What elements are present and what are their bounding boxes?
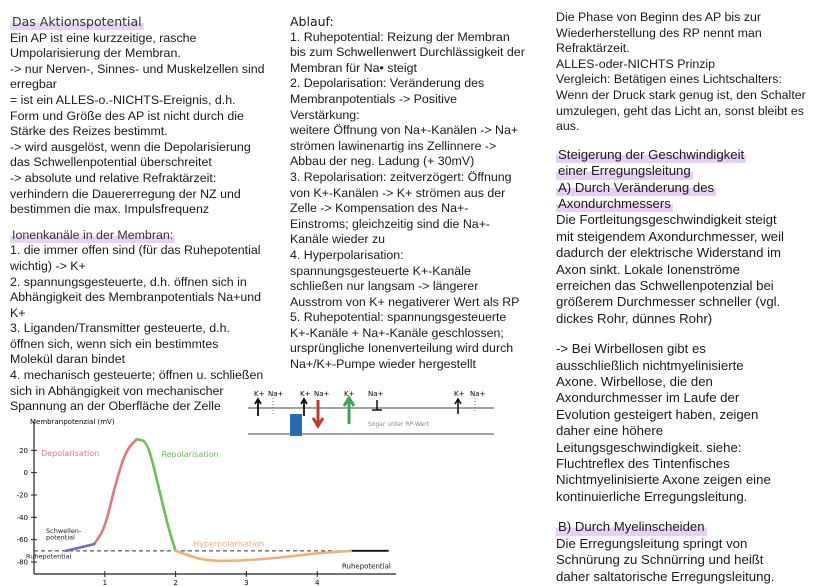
text-line: Stärke des Reizes bestimmt. xyxy=(10,124,168,139)
x-tick-label: 3 xyxy=(244,579,249,586)
text-line: strömen lawinenartig ins Zellinnere -> xyxy=(290,138,497,153)
text-line: bestimmen die max. Impulsfrequenz xyxy=(10,202,210,217)
label-repolarisation: Repolarisation xyxy=(161,450,219,460)
text-line: Die Phase von Beginn des AP bis zur xyxy=(556,10,762,24)
text-line: Form und Größe des AP ist nicht durch die xyxy=(10,108,244,123)
k-arrow-out-icon xyxy=(455,399,461,414)
text-line: sich in Abhängigkeit von mechanischer xyxy=(10,383,224,398)
section-a-heading-line2: Axondurchmessers xyxy=(558,195,671,211)
x-tick-label: 4 xyxy=(314,579,320,586)
invertebrate-text xyxy=(556,341,822,505)
label-schwellenpotential-2: potential xyxy=(46,533,75,542)
section-a-text xyxy=(556,212,822,327)
text-line: Leitungsgeschwindigkeit. siehe: xyxy=(556,439,742,455)
text-line: 3. Liganden/Transmitter gesteuerte, d.h. xyxy=(10,321,230,336)
text-line: 5. Ruhepotential: spannungsgesteuerte xyxy=(290,310,507,325)
text-line: schließen nur langsam -> längerer xyxy=(290,279,479,294)
diagram-label-k-4: K+ xyxy=(454,390,465,398)
text-line: Evolution gesteigert haben, zeigen xyxy=(556,406,759,422)
text-line: Nichtmyelinisierte Axone zeigen eine xyxy=(556,472,771,488)
refractory-text xyxy=(556,10,822,135)
x-tick-label: 2 xyxy=(173,579,178,586)
text-line: verhindern die Dauererregung der NZ und xyxy=(10,186,241,201)
text-line: Zelle -> Kompensation des Na+- xyxy=(290,201,469,216)
diagram-label-na-3: Na+ xyxy=(368,390,384,398)
text-line: Wiederherstellung des RP nennt man xyxy=(556,25,762,40)
text-line: das Schwellenpotential überschreitet xyxy=(10,155,212,170)
series-schwellenpotential xyxy=(66,544,94,551)
text-line: bis zum Schwellenwert Durchlässigkeit der xyxy=(290,45,525,60)
intro-text xyxy=(10,31,290,218)
y-axis-label: Membranpotenzial (mV) xyxy=(30,418,115,426)
text-line: Verstärkung: xyxy=(290,107,360,122)
text-line: erreichen das Schwellenpotenzial bei xyxy=(556,278,774,293)
text-line: Ein AP ist eine kurzzeitige, rasche xyxy=(10,30,197,45)
text-line: dickes Rohr, dünnes Rohr) xyxy=(556,310,713,326)
text-line: mit steigendem Axondurchmesser, weil xyxy=(556,228,784,244)
diagram-label-k-2: K+ xyxy=(300,390,311,398)
text-line: daher saltatorische Erregungsleitung. xyxy=(556,568,775,584)
text-line: Membranpotentials -> Positive xyxy=(290,91,458,106)
text-line: dadurch der elektrische Widerstand im xyxy=(556,245,782,261)
text-line: Die Fortleitungsgeschwindigkeit steigt xyxy=(556,212,777,228)
diagram-label-k-1: K+ xyxy=(254,390,265,398)
label-hyperpolarisation: Hyperpolarisation xyxy=(193,539,265,549)
text-line: Refraktärzeit. xyxy=(556,41,630,56)
text-line: Umpolarisierung der Membran. xyxy=(10,46,181,61)
text-line: K+-Kanäle + Na+-Kanäle geschlossen; xyxy=(290,325,504,340)
text-line: 1. die immer offen sind (für das Ruhepotential xyxy=(10,243,261,258)
text-line: Axon sinkt. Lokale Ionenströme xyxy=(556,261,740,277)
text-line: kontinuierliche Erregungsleitung. xyxy=(556,488,748,504)
text-line: -> absolute und relative Refraktärzeit: xyxy=(10,170,217,185)
text-line: -> Bei Wirbellosen gibt es xyxy=(556,341,706,357)
text-line: erregbar xyxy=(10,77,57,92)
diagram-note: Sogar unter RP-Wert xyxy=(368,421,430,428)
diagram-label-na-2: Na+ xyxy=(314,390,330,398)
label-schwellenpotential-1: Schwellen- xyxy=(46,526,82,535)
diagram-label-na-4: Na+ xyxy=(470,390,486,398)
text-line: Ausstrom von K+ negativerer Wert als RP xyxy=(290,294,520,309)
sequence-text xyxy=(290,30,554,373)
text-line: Wenn der Druck stark genug ist, den Schalter xyxy=(556,87,806,102)
text-line: Die Erregungsleitung springt von xyxy=(556,535,748,551)
diagram-label-k-3: K+ xyxy=(344,390,355,398)
sequence-column xyxy=(290,14,554,373)
speed-column xyxy=(556,10,822,585)
y-tick-label: -80 xyxy=(16,558,28,567)
text-line: -> wird ausgelöst, wenn die Depolarisierung xyxy=(10,139,251,154)
label-ruhepotential-left: Ruhepotential xyxy=(26,552,72,561)
speed-heading-line2: einer Erregungsleitung xyxy=(558,163,691,179)
action-potential-chart xyxy=(0,414,400,586)
text-line: 2. Depolarisation: Veränderung des xyxy=(290,76,485,91)
text-line: Fluchtreflex des Tintenfisches xyxy=(556,456,730,472)
text-line: Einstroms; gleichzeitig sind die Na+- xyxy=(290,216,491,231)
section-a-heading-line1: A) Durch Veränderung des xyxy=(558,179,715,195)
y-tick-label: 0 xyxy=(23,469,28,478)
text-line: Spannung an der Oberfläche der Zelle xyxy=(10,399,221,414)
text-line: 2. spannungsgesteuerte, d.h. öffnen sich in xyxy=(10,274,247,289)
text-line: Membran für Na• steigt xyxy=(290,60,417,75)
text-line: weitere Öffnung von Na+-Kanälen -> Na+ xyxy=(290,123,519,138)
y-tick-label: 20 xyxy=(19,446,28,455)
text-line: 1. Ruhepotential: Reizung der Membran xyxy=(290,29,510,44)
title-aktionspotential: Das Aktionspotential xyxy=(12,14,142,29)
speed-heading-line1: Steigerung der Geschwindigkeit xyxy=(558,146,745,162)
text-line: ursprüngliche Ionenverteilung wird durch xyxy=(290,341,514,356)
series-hyperpolarisation xyxy=(176,551,353,561)
series-depolarisation xyxy=(94,439,136,544)
text-line: Axone. Wirbellose, die den xyxy=(556,374,713,390)
intro-column xyxy=(10,14,290,415)
text-line: aus. xyxy=(556,119,580,134)
text-line: wichtig) -> K+ xyxy=(10,258,86,273)
text-line: öffnen sich, wenn sich ein bestimmtes xyxy=(10,336,219,351)
text-line: K+ xyxy=(10,305,26,320)
sequence-title: Ablauf: xyxy=(290,14,334,29)
text-line: Kanäle wieder zu xyxy=(290,232,386,247)
label-depolarisation: Depolarisation xyxy=(41,448,100,458)
text-line: Schnürung zu Schnürring und heißt xyxy=(556,552,764,568)
text-line: daher eine höhere xyxy=(556,423,664,439)
x-tick-label: 1 xyxy=(102,579,108,586)
text-line: von K+-Kanälen -> K+ strömen aus der xyxy=(290,185,506,200)
text-line: umzulegen, geht das Licht an, sonst bleibt es xyxy=(556,103,804,118)
y-tick-label: -20 xyxy=(16,491,28,500)
text-line: = ist ein ALLES-o.-NICHTS-Ereignis, d.h. xyxy=(10,92,236,107)
ion-channels-title: Ionenkanäle in der Membran: xyxy=(12,227,174,242)
text-line: 3. Repolarisation: zeitverzögert: Öffnung xyxy=(290,169,512,184)
text-line: Axondurchmesser im Laufe der xyxy=(556,390,740,406)
text-line: Abbau der neg. Ladung (+ 30mV) xyxy=(290,154,475,169)
text-line: 4. Hyperpolarisation: xyxy=(290,247,404,262)
label-ruhepotential-right: Ruhepotential xyxy=(341,562,391,571)
text-line: Na+/K+-Pumpe wieder hergestellt xyxy=(290,357,476,372)
text-line: spannungsgesteuerte K+-Kanäle xyxy=(290,263,471,278)
text-line: -> nur Nerven-, Sinnes- und Muskelzellen sind xyxy=(10,61,265,76)
text-line: 4. mechanisch gesteuerte; öffnen u. schließen xyxy=(10,368,264,383)
text-line: größerem Durchmesser schneller (vgl. xyxy=(556,294,781,310)
text-line: Vergleich: Betätigen eines Lichtschalters: xyxy=(556,72,782,87)
section-b-text xyxy=(556,536,822,585)
diagram-label-na-1: Na+ xyxy=(268,390,284,398)
text-line: Molekül daran bindet xyxy=(10,352,126,367)
y-tick-label: -60 xyxy=(16,536,28,545)
text-line: Abhängigkeit des Membranpotentials Na+und xyxy=(10,290,262,305)
text-line: ausschließlich nichtmyelinisierte xyxy=(556,357,744,373)
section-b-heading: B) Durch Myelinscheiden xyxy=(558,519,705,535)
y-tick-label: -40 xyxy=(16,513,28,522)
text-line: ALLES-oder-NICHTS Prinzip xyxy=(556,56,716,71)
